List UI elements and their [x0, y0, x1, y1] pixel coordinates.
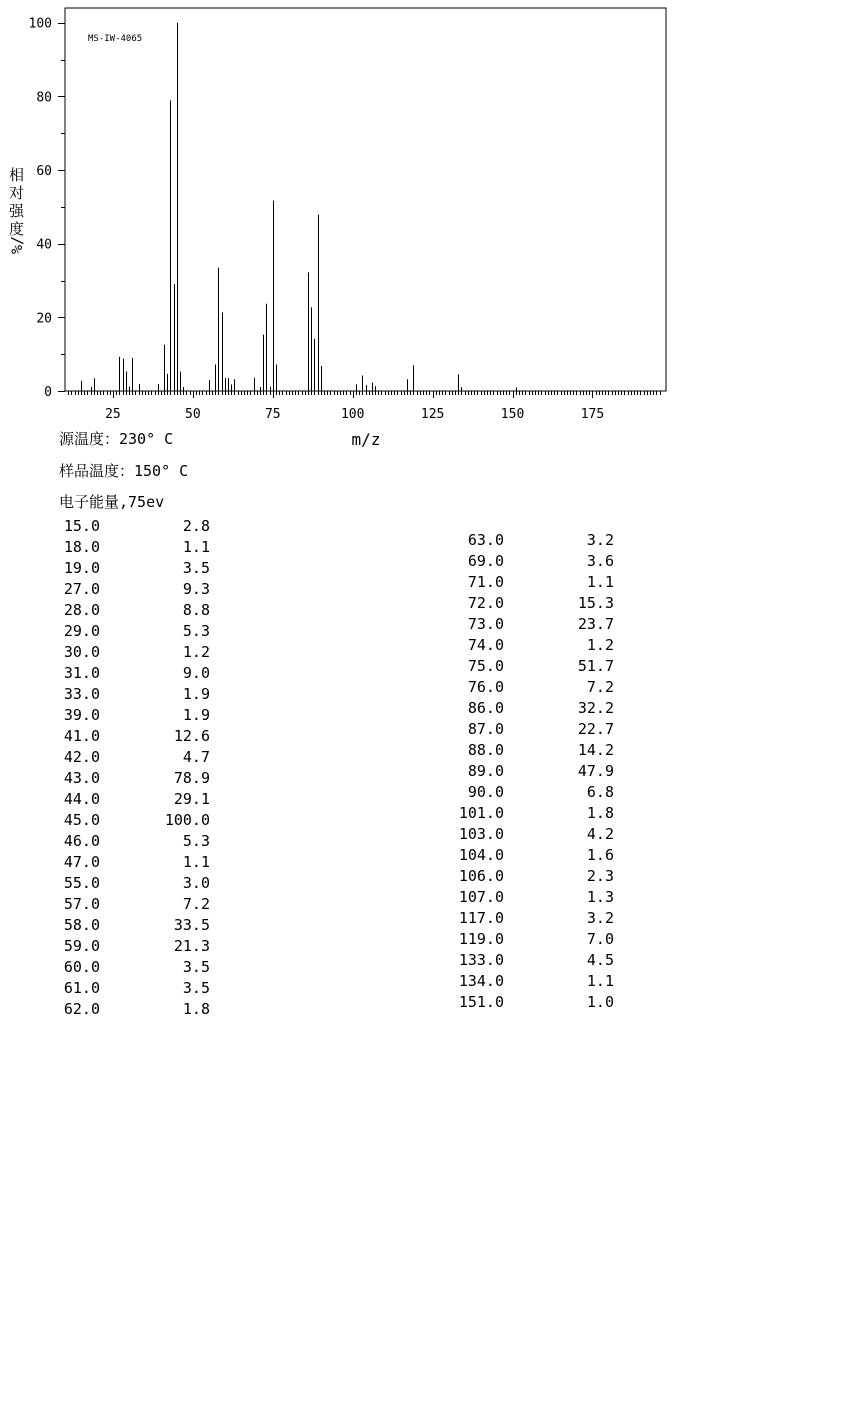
peak-mz-cell: 133.0: [458, 951, 504, 969]
peak-intensity-cell: 8.8: [182, 601, 210, 619]
peak-intensity-cell: 9.3: [182, 580, 210, 598]
y-axis-label-char: 强: [9, 202, 25, 220]
peak-intensity-cell: 4.5: [586, 951, 614, 969]
peak-intensity-cell: 1.1: [586, 573, 614, 591]
peak-mz-cell: 107.0: [458, 888, 504, 906]
peak-intensity-cell: 22.7: [577, 720, 614, 738]
peak-intensity-cell: 3.2: [586, 909, 614, 927]
peak-bars: [82, 23, 517, 391]
peak-intensity-cell: 3.5: [182, 958, 210, 976]
peak-mz-cell: 75.0: [467, 657, 504, 675]
peak-intensity-cell: 7.2: [586, 678, 614, 696]
peak-mz-cell: 86.0: [467, 699, 504, 717]
peak-mz-cell: 71.0: [467, 573, 504, 591]
peak-mz-cell: 31.0: [63, 664, 100, 682]
peak-mz-cell: 74.0: [467, 636, 504, 654]
peak-mz-cell: 43.0: [63, 769, 100, 787]
peak-mz-cell: 61.0: [63, 979, 100, 997]
peak-mz-cell: 46.0: [63, 832, 100, 850]
peak-intensity-cell: 7.2: [182, 895, 210, 913]
y-tick-label: 80: [36, 90, 52, 106]
peak-intensity-cell: 47.9: [577, 762, 614, 780]
peak-intensity-cell: 1.1: [182, 538, 210, 556]
peak-mz-cell: 57.0: [63, 895, 100, 913]
peak-mz-cell: 27.0: [63, 580, 100, 598]
source-temperature: 源温度：230° C: [59, 430, 174, 448]
peak-intensity-cell: 3.0: [182, 874, 210, 892]
peak-mz-cell: 69.0: [467, 552, 504, 570]
peak-mz-cell: 58.0: [63, 916, 100, 934]
peak-intensity-cell: 9.0: [182, 664, 210, 682]
peak-intensity-cell: 1.8: [182, 1000, 210, 1018]
peak-mz-cell: 117.0: [458, 909, 504, 927]
peak-intensity-cell: 6.8: [586, 783, 614, 801]
electron-energy: 电子能量,75ev: [59, 493, 165, 511]
peak-mz-cell: 119.0: [458, 930, 504, 948]
peak-mz-cell: 55.0: [63, 874, 100, 892]
peak-mz-cell: 59.0: [63, 937, 100, 955]
peak-mz-cell: 60.0: [63, 958, 100, 976]
y-axis-ticks: [29, 17, 65, 400]
peak-mz-cell: 41.0: [63, 727, 100, 745]
peak-intensity-cell: 1.2: [586, 636, 614, 654]
peak-mz-cell: 73.0: [467, 615, 504, 633]
peak-intensity-cell: 14.2: [577, 741, 614, 759]
peak-mz-cell: 47.0: [63, 853, 100, 871]
peak-intensity-cell: 23.7: [577, 615, 614, 633]
peak-intensity-cell: 51.7: [577, 657, 614, 675]
y-axis-label-char: 相: [9, 166, 25, 184]
mass-spectrum-chart: [0, 0, 850, 460]
peak-intensity-cell: 100.0: [164, 811, 210, 829]
x-tick-label: 50: [185, 407, 201, 422]
peak-intensity-cell: 3.5: [182, 559, 210, 577]
peak-intensity-cell: 5.3: [182, 832, 210, 850]
peak-intensity-cell: 4.7: [182, 748, 210, 766]
peak-mz-cell: 30.0: [63, 643, 100, 661]
y-axis-label-char: 度: [9, 220, 25, 238]
spectrum-code-label: MS-IW-4065: [88, 34, 143, 44]
y-tick-label: 40: [36, 237, 52, 253]
x-axis-label: m/z: [351, 430, 381, 449]
peak-mz-cell: 103.0: [458, 825, 504, 843]
peak-intensity-cell: 1.8: [586, 804, 614, 822]
peak-mz-cell: 151.0: [458, 993, 504, 1011]
x-tick-label: 150: [500, 407, 525, 422]
y-tick-label: 100: [28, 16, 52, 32]
y-tick-label: 20: [36, 311, 52, 327]
x-tick-label: 75: [264, 407, 281, 422]
peak-intensity-cell: 33.5: [173, 916, 210, 934]
peak-intensity-cell: 4.2: [586, 825, 614, 843]
peak-intensity-cell: 1.0: [586, 993, 614, 1011]
peak-mz-cell: 33.0: [63, 685, 100, 703]
peak-mz-cell: 134.0: [458, 972, 504, 990]
peak-mz-cell: 89.0: [467, 762, 504, 780]
peak-intensity-cell: 1.3: [586, 888, 614, 906]
peak-intensity-cell: 1.1: [182, 853, 210, 871]
peak-mz-cell: 42.0: [63, 748, 100, 766]
x-tick-label: 125: [420, 407, 445, 422]
peak-intensity-cell: 5.3: [182, 622, 210, 640]
peak-mz-cell: 18.0: [63, 538, 100, 556]
peak-mz-cell: 63.0: [467, 531, 504, 549]
peak-intensity-cell: 1.1: [586, 972, 614, 990]
x-tick-label: 175: [580, 407, 605, 422]
peak-mz-cell: 44.0: [63, 790, 100, 808]
y-axis-unit: %/: [8, 235, 26, 254]
plot-frame: [65, 8, 666, 391]
x-axis-ticks: [69, 391, 661, 422]
peak-mz-cell: 101.0: [458, 804, 504, 822]
peak-mz-cell: 39.0: [63, 706, 100, 724]
peak-intensity-cell: 12.6: [173, 727, 210, 745]
x-tick-label: 25: [105, 407, 121, 422]
peak-intensity-cell: 1.6: [586, 846, 614, 864]
peak-mz-cell: 87.0: [467, 720, 504, 738]
peak-mz-cell: 15.0: [63, 517, 100, 535]
peak-intensity-cell: 3.5: [182, 979, 210, 997]
peak-mz-cell: 28.0: [63, 601, 100, 619]
peak-intensity-cell: 1.9: [182, 685, 210, 703]
peak-intensity-cell: 3.2: [586, 531, 614, 549]
y-tick-label: 0: [44, 385, 52, 400]
x-tick-label: 100: [340, 407, 365, 422]
peak-intensity-cell: 7.0: [586, 930, 614, 948]
peak-intensity-cell: 21.3: [173, 937, 210, 955]
y-axis-label: [8, 166, 26, 254]
peak-mz-cell: 72.0: [467, 594, 504, 612]
peak-intensity-cell: 29.1: [173, 790, 210, 808]
peak-intensity-cell: 78.9: [173, 769, 210, 787]
y-axis-label-char: 对: [9, 184, 25, 202]
sample-temperature: 样品温度：150° C: [59, 462, 189, 480]
peak-intensity-cell: 15.3: [577, 594, 614, 612]
peak-mz-cell: 19.0: [63, 559, 100, 577]
peak-mz-cell: 62.0: [63, 1000, 100, 1018]
peak-intensity-cell: 1.9: [182, 706, 210, 724]
peak-mz-cell: 88.0: [467, 741, 504, 759]
peak-intensity-cell: 1.2: [182, 643, 210, 661]
peak-intensity-cell: 32.2: [577, 699, 614, 717]
peak-intensity-cell: 2.8: [182, 517, 210, 535]
peak-mz-cell: 90.0: [467, 783, 504, 801]
peak-mz-cell: 104.0: [458, 846, 504, 864]
peak-mz-cell: 76.0: [467, 678, 504, 696]
peak-mz-cell: 29.0: [63, 622, 100, 640]
peak-intensity-cell: 3.6: [586, 552, 614, 570]
peak-intensity-cell: 2.3: [586, 867, 614, 885]
peak-mz-cell: 45.0: [63, 811, 100, 829]
peak-mz-cell: 106.0: [458, 867, 504, 885]
y-tick-label: 60: [36, 164, 52, 180]
